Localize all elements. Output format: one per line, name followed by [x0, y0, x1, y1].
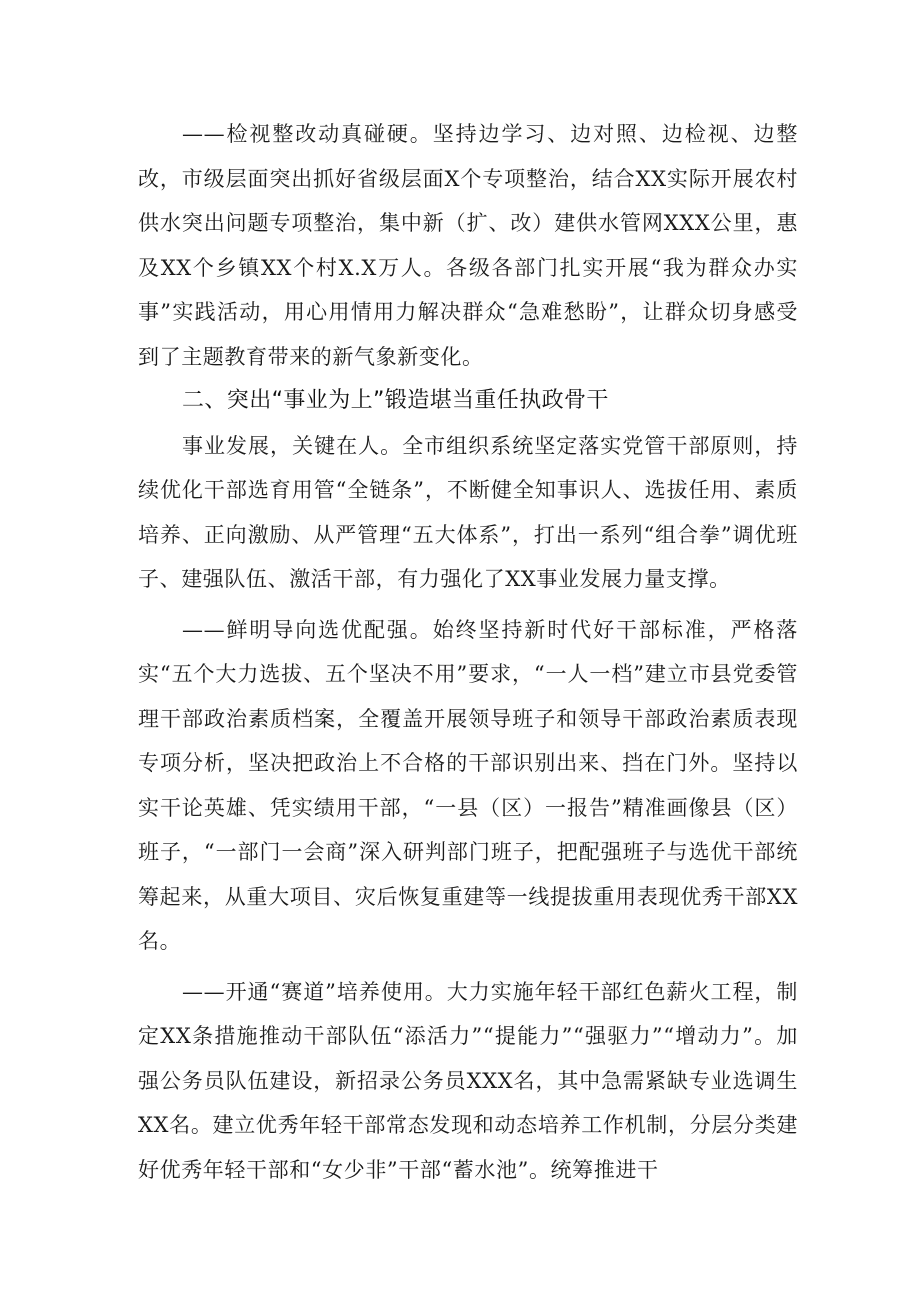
- section-heading-2: 二、突出“事业为上”锻造堪当重任执政骨干: [182, 388, 609, 413]
- paragraph-young-cadres-track: ——开通“赛道”培养使用。大力实施年轻干部红色薪火工程，制定XX条措施推动干部队伍“添活力”“提能力”“强驱力”“增动力”。加强公务员队伍建设，新招录公务员XXX名，其中急需紧缺专业选调生XX名。建立优秀年轻干部常态发现和动态培养工作机制，分层分类建好优秀年轻干部和“女少非”干部“蓄水池”。统筹推进干: [138, 979, 798, 1182]
- paragraph-selection-orientation: ——鲜明导向选优配强。始终坚持新时代好干部标准，严格落实“五个大力选拔、五个坚决不用”要求，“一人一档”建立市县党委管理干部政治素质档案，全覆盖开展领导班子和领导干部政治素质表现专项分析，坚决把政治上不合格的干部识别出来、挡在门外。坚持以实干论英雄、凭实绩用干部，“一县（区）一报告”精准画像县（区）班子，“一部门一会商”深入研判部门班子，把配强班子与选优干部统筹起来，从重大项目、灾后恢复重建等一线提拔重用表现优秀干部XX名。: [138, 617, 798, 953]
- paragraph-inspection-rectification: ——检视整改动真碰硬。坚持边学习、边对照、边检视、边整改，市级层面突出抓好省级层面X个专项整治，结合XX实际开展农村供水突出问题专项整治，集中新（扩、改）建供水管网XXX公里，惠及XX个乡镇XX个村X.X万人。各级各部门扎实开展“我为群众办实事”实践活动，用心用情用力解决群众“急难愁盼”，让群众切身感受到了主题教育带来的新气象新变化。: [138, 122, 798, 369]
- paragraph-career-development: 事业发展，关键在人。全市组织系统坚定落实党管干部原则，持续优化干部选育用管“全链条”，不断健全知事识人、选拔任用、素质培养、正向激励、从严管理“五大体系”，打出一系列“组合拳”调优班子、建强队伍、激活干部，有力强化了XX事业发展力量支撑。: [138, 433, 798, 591]
- document-body: [138, 112, 798, 1192]
